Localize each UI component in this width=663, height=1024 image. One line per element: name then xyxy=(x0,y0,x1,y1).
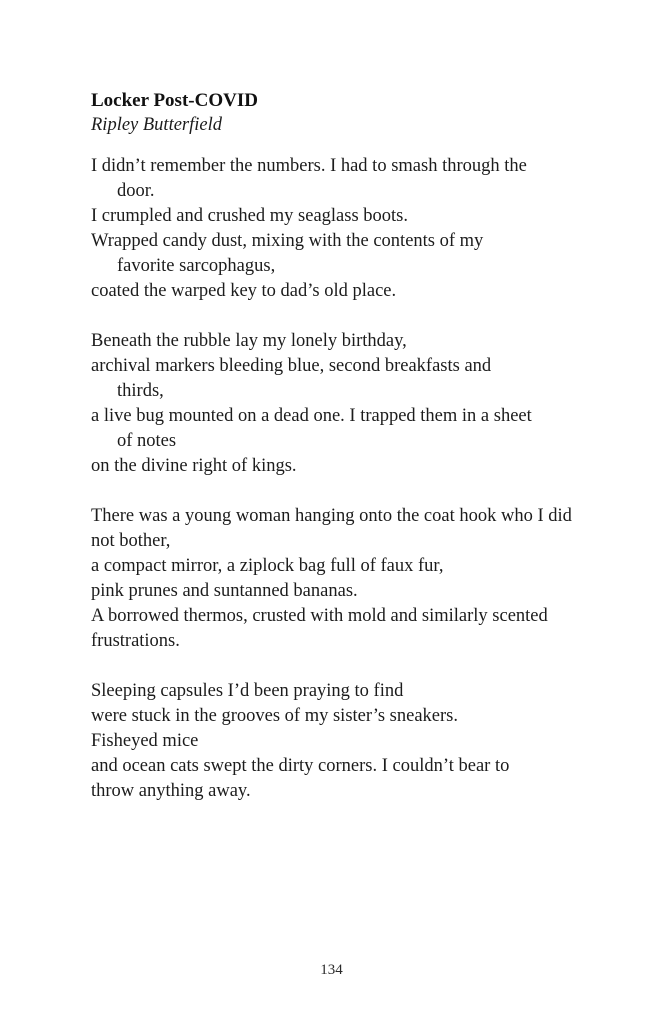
poem-line: I crumpled and crushed my seaglass boots. xyxy=(91,206,408,226)
poem-line: coated the warped key to dad’s old place. xyxy=(91,281,397,301)
poem-line: of notes xyxy=(117,431,177,451)
stanza-3 xyxy=(91,504,643,654)
poem-line: Beneath the rubble lay my lonely birthday, xyxy=(91,331,407,351)
poem-line: pink prunes and suntanned bananas. xyxy=(91,581,358,601)
stanza-1 xyxy=(91,154,643,304)
poem-line: There was a young woman hanging onto the coat hook who I did xyxy=(91,506,572,526)
poem-line: I didn’t remember the numbers. I had to smash through the xyxy=(91,156,527,176)
stanza-2 xyxy=(91,329,643,479)
poem-line: Sleeping capsules I’d been praying to find xyxy=(91,681,404,701)
poem-line: were stuck in the grooves of my sister’s sneakers. xyxy=(91,706,459,726)
poem-line: not bother, xyxy=(91,531,171,551)
poem-line: A borrowed thermos, crusted with mold and similarly scented xyxy=(91,606,548,626)
poem-line: a live bug mounted on a dead one. I trapped them in a sheet xyxy=(91,406,532,426)
poem-author: Ripley Butterfield xyxy=(91,115,222,135)
poem-content xyxy=(91,88,643,804)
poem-line: Fisheyed mice xyxy=(91,731,199,751)
poem-line: favorite sarcophagus, xyxy=(117,256,276,276)
poem-line: and ocean cats swept the dirty corners. I couldn’t bear to xyxy=(91,756,510,776)
poem-line: frustrations. xyxy=(91,631,180,651)
poem-line: archival markers bleeding blue, second breakfasts and xyxy=(91,356,492,376)
poem-line: door. xyxy=(117,181,155,201)
poem-line: on the divine right of kings. xyxy=(91,456,297,476)
poem-line: a compact mirror, a ziplock bag full of faux fur, xyxy=(91,556,444,576)
poem-line: throw anything away. xyxy=(91,781,251,801)
poem-line: thirds, xyxy=(117,381,164,401)
stanza-4 xyxy=(91,679,643,804)
poem-title: Locker Post-COVID xyxy=(91,90,258,111)
poem-line: Wrapped candy dust, mixing with the contents of my xyxy=(91,231,484,251)
page-number: 134 xyxy=(320,962,343,978)
